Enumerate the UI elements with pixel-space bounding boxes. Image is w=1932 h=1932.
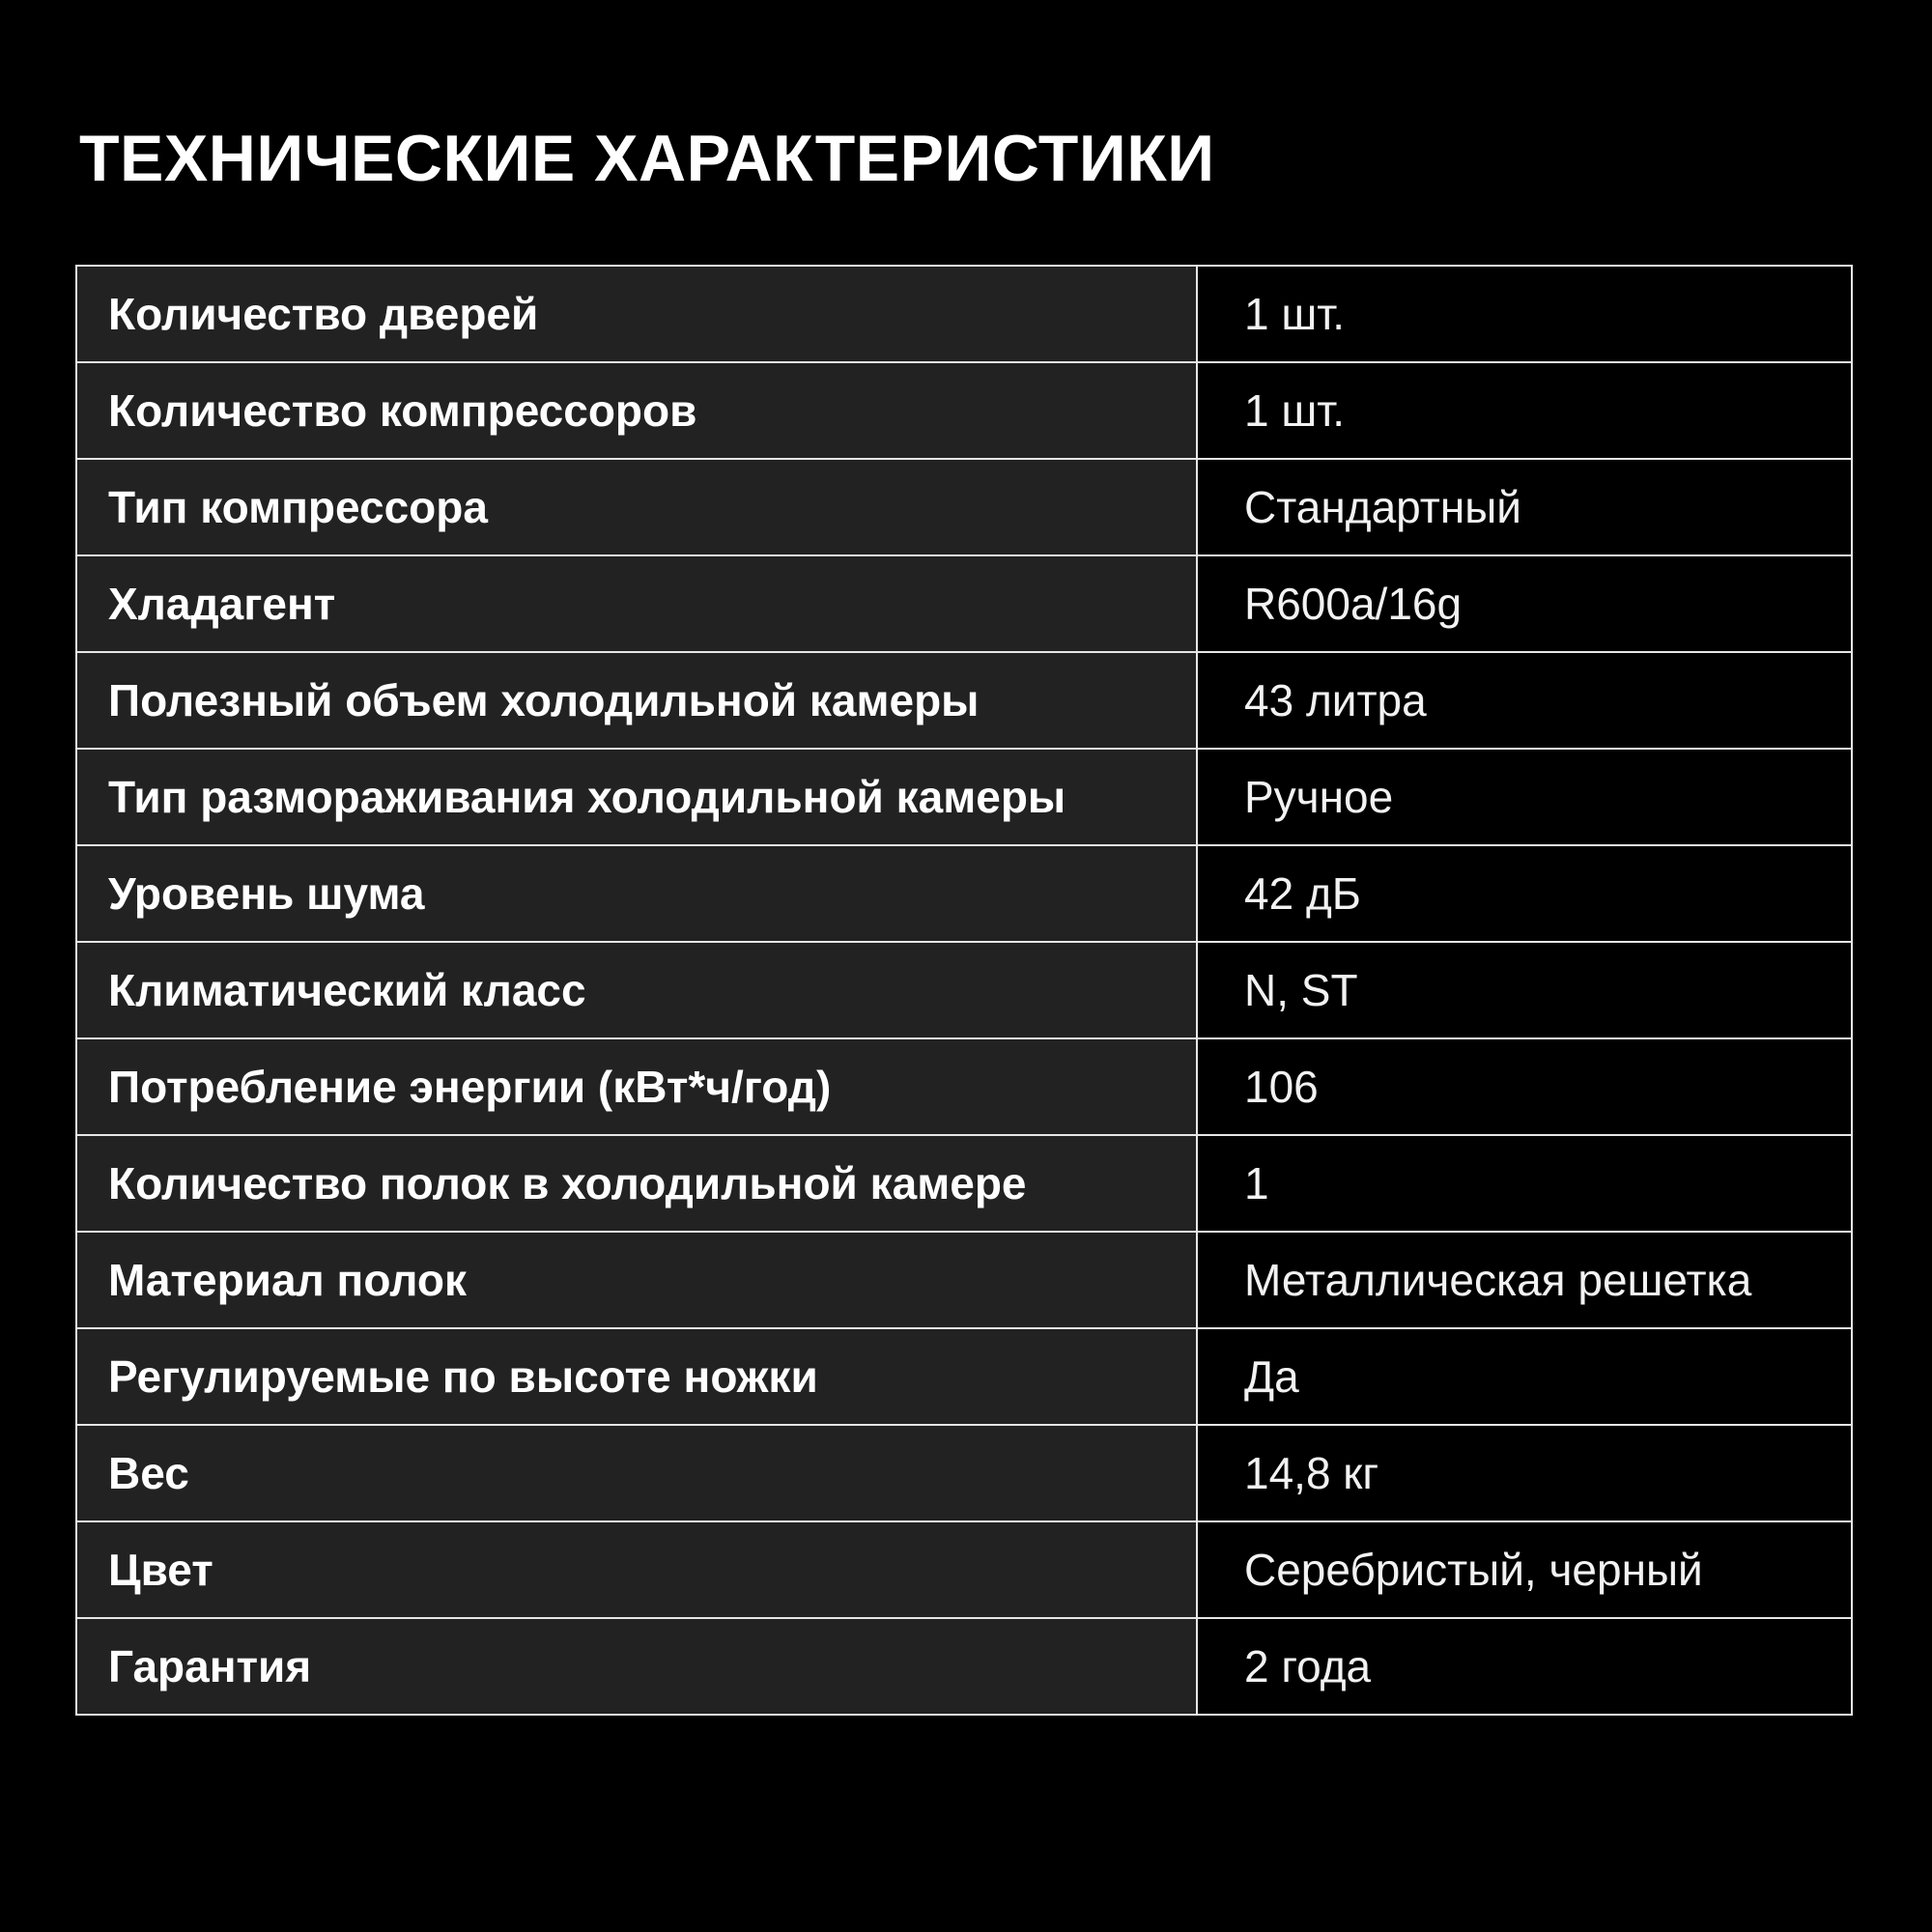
table-row <box>76 1425 1852 1521</box>
spec-value: 106 <box>1197 1038 1852 1135</box>
spec-value: N, ST <box>1197 942 1852 1038</box>
spec-parameter: Количество компрессоров <box>76 362 1197 459</box>
spec-parameter: Уровень шума <box>76 845 1197 942</box>
spec-value: 43 литра <box>1197 652 1852 749</box>
spec-parameter: Регулируемые по высоте ножки <box>76 1328 1197 1425</box>
spec-value: Серебристый, черный <box>1197 1521 1852 1618</box>
spec-parameter: Количество полок в холодильной камере <box>76 1135 1197 1232</box>
table-row <box>76 1328 1852 1425</box>
spec-parameter: Потребление энергии (кВт*ч/год) <box>76 1038 1197 1135</box>
spec-parameter: Климатический класс <box>76 942 1197 1038</box>
table-row <box>76 1618 1852 1715</box>
table-row <box>76 1135 1852 1232</box>
spec-parameter: Материал полок <box>76 1232 1197 1328</box>
page-title: ТЕХНИЧЕСКИЕ ХАРАКТЕРИСТИКИ <box>79 122 1215 195</box>
spec-parameter: Вес <box>76 1425 1197 1521</box>
table-row <box>76 266 1852 362</box>
spec-parameter: Гарантия <box>76 1618 1197 1715</box>
spec-value: Ручное <box>1197 749 1852 845</box>
specifications-table <box>75 265 1853 1716</box>
table-row <box>76 555 1852 652</box>
spec-value: Металлическая решетка <box>1197 1232 1852 1328</box>
spec-parameter: Тип размораживания холодильной камеры <box>76 749 1197 845</box>
table-row <box>76 845 1852 942</box>
spec-value: R600a/16g <box>1197 555 1852 652</box>
spec-parameter: Полезный объем холодильной камеры <box>76 652 1197 749</box>
spec-value: Да <box>1197 1328 1852 1425</box>
spec-value: 14,8 кг <box>1197 1425 1852 1521</box>
spec-value: 42 дБ <box>1197 845 1852 942</box>
spec-parameter: Тип компрессора <box>76 459 1197 555</box>
spec-parameter: Цвет <box>76 1521 1197 1618</box>
spec-value: 1 <box>1197 1135 1852 1232</box>
spec-parameter: Количество дверей <box>76 266 1197 362</box>
table-row <box>76 1232 1852 1328</box>
table-row <box>76 362 1852 459</box>
spec-value: Стандартный <box>1197 459 1852 555</box>
table-row <box>76 459 1852 555</box>
spec-value: 1 шт. <box>1197 266 1852 362</box>
spec-parameter: Хладагент <box>76 555 1197 652</box>
spec-value: 2 года <box>1197 1618 1852 1715</box>
table-row <box>76 1521 1852 1618</box>
table-row <box>76 942 1852 1038</box>
table-row <box>76 1038 1852 1135</box>
table-row <box>76 652 1852 749</box>
spec-value: 1 шт. <box>1197 362 1852 459</box>
table-row <box>76 749 1852 845</box>
